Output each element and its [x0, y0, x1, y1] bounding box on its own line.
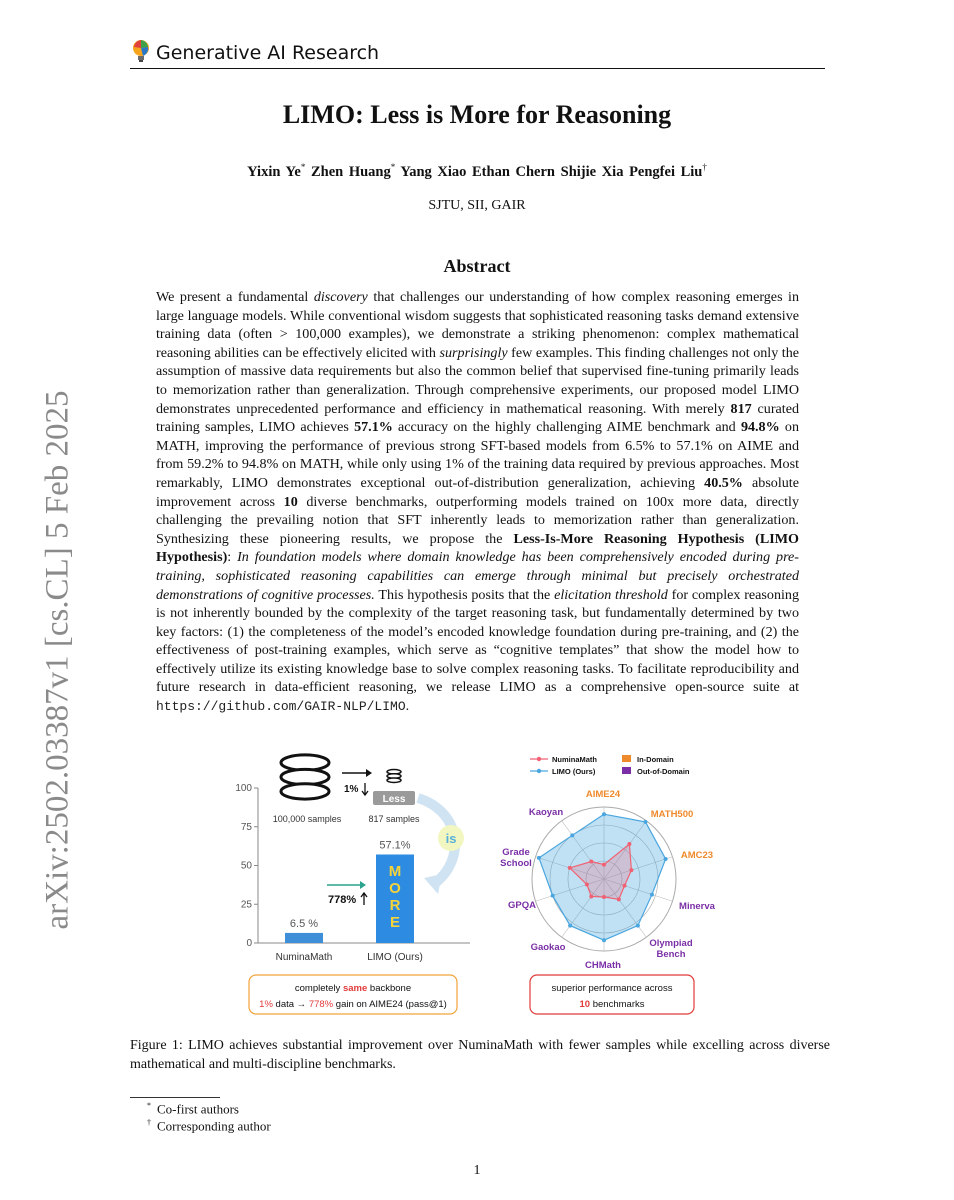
bar-0	[285, 933, 323, 943]
author-name: Yang Xiao	[400, 163, 467, 180]
more-letter: R	[389, 897, 401, 914]
abstract-body: We present a fundamental discovery that challenges our understanding of how complex reasoning emerges in large language models. While conventional wisdom suggests that sophisticated reasoning tasks demand extensive training data (often > 100,000 examples), we demonstrate a striking phenomenon: complex mathematical reasoning abilities can be effectively elicited with surprisingly few examples. This finding challenges not only the assumption of massive data requirements but also the common belief that supervised fine-tuning primarily leads to memorization rather than generalization. Through comprehensive experiments, our proposed model LIMO demonstrates unprecedented performance and efficiency in mathematical reasoning. With merely 817 curated training samples, LIMO achieves 57.1% accuracy on the highly challenging AIME benchmark and 94.8% on MATH, improving the performance of previous strong SFT-based models from 6.5% to 57.1% on AIME and from 59.2% to 94.8% on MATH, while only using 1% of the training data required by previous approaches. Most remarkably, LIMO demonstrates exceptional out-of-distribution generalization, achieving 40.5% absolute improvement across 10 diverse benchmarks, outperforming models trained on 100x more data, directly challenging the prevailing notion that SFT inherently leads to memorization rather than generalization. Synthesizing these pioneering results, we propose the Less-Is-More Reasoning Hypothesis (LIMO Hypothesis): In foundation models where domain knowledge has been comprehensively encoded during pre-training, sophisticated reasoning capabilities can emerge through minimal but precisely orchestrated demonstrations of cognitive processes. This hypothesis posits that the elicitation threshold for complex reasoning is not inherently bounded by the complexity of the target reasoning task, but fundamentally determined by two key factors: (1) the completeness of the model’s encoded knowledge foundation during pre-training, and (2) the effectiveness of post-training examples, which serve as “cognitive templates” that show the model how to effectively utilize its existing knowledge base to solve complex reasoning tasks. To facilitate reproducibility and future research in data-efficient reasoning, we release LIMO as a comprehensive open-source suite at https://github.com/GAIR-NLP/LIMO.	[156, 289, 800, 715]
database-small-icon	[387, 770, 401, 783]
pct-label: 1%	[344, 784, 359, 795]
gain-arrow-head	[360, 881, 366, 889]
radar-point	[650, 893, 654, 897]
radar-point	[627, 842, 631, 846]
radar-point	[617, 897, 621, 901]
radar-axis-label-line: GPQA	[508, 900, 536, 911]
radar-point	[589, 860, 593, 864]
left-note-line1	[295, 983, 411, 994]
radar-point	[602, 895, 606, 899]
radar-point	[664, 857, 668, 861]
y-tick-label: 25	[240, 899, 252, 911]
footnote-rule	[130, 1097, 220, 1098]
y-tick-label: 0	[246, 938, 252, 949]
radar-axis-label-line: AIME24	[585, 789, 621, 800]
radar-point	[537, 856, 541, 860]
note-span: 778%	[308, 999, 334, 1010]
footnote-2: † Corresponding author	[147, 1118, 271, 1134]
y-tick-label: 100	[235, 783, 252, 794]
footnote-1: * Co-first authors	[147, 1101, 239, 1117]
note-span: same	[342, 983, 368, 994]
x-tick-label: NuminaMath	[275, 952, 333, 963]
right-note-line1: superior performance across	[551, 983, 673, 994]
legend-marker	[537, 769, 541, 773]
more-letter: M	[388, 863, 402, 880]
radar-axis-label	[531, 942, 566, 953]
radar-axis-label	[586, 789, 621, 800]
radar-axis-label-line: Grade	[502, 847, 530, 858]
radar-axis-label-line: MATH500	[650, 809, 694, 820]
samples-numina-label: 100,000 samples	[272, 814, 342, 824]
radar-axis-label-line: Minerva	[679, 901, 715, 912]
radar-axis-label	[679, 901, 716, 912]
radar-axis-label-line: Bench	[656, 949, 686, 960]
bar-value-label: 57.1%	[379, 839, 411, 852]
left-note-line2	[259, 999, 447, 1010]
radar-point	[602, 863, 606, 867]
author-mark: *	[300, 162, 306, 172]
radar-axis-label	[681, 850, 713, 861]
radar-point	[585, 883, 589, 887]
figure-caption: Figure 1: LIMO achieves substantial improvement over NuminaMath with fewer samples while excelling across diverse mathematical and multi-discipline benchmarks.	[130, 1038, 830, 1072]
author-name: Pengfei Liu	[629, 163, 703, 180]
y-tick-label: 50	[240, 860, 252, 872]
legend-swatch	[622, 755, 631, 762]
note-span: backbone	[367, 983, 412, 994]
author-name: Zhen Huang	[310, 163, 391, 180]
legend-swatch	[622, 767, 631, 774]
x-tick-label: LIMO (Ours)	[367, 952, 423, 963]
radar-point	[551, 894, 555, 898]
radar-point	[568, 924, 572, 928]
radar-axis-label-line: Kaoyan	[528, 807, 564, 818]
radar-axis-label	[649, 938, 692, 960]
repo-link[interactable]: https://github.com/GAIR-NLP/LIMO	[156, 699, 406, 715]
radar-point	[589, 894, 593, 898]
header-brand: Generative AI Research	[156, 42, 380, 64]
note-span: benchmarks	[590, 999, 645, 1010]
radar-axis-label	[585, 960, 621, 971]
samples-limo-label: 817 samples	[368, 814, 420, 824]
arrow-down-icon	[362, 783, 368, 795]
gain-label: 778%	[328, 894, 357, 906]
database-large-icon	[281, 755, 329, 799]
legend-label: Out-of-Domain	[637, 767, 690, 776]
radar-axis-label-line: CHMath	[585, 960, 621, 971]
radar-point	[602, 938, 606, 942]
note-span: 1%	[259, 999, 273, 1010]
radar-point	[570, 833, 574, 837]
paper-title: LIMO: Less is More for Reasoning	[282, 100, 672, 129]
radar-point	[623, 884, 627, 888]
is-label: is	[445, 831, 457, 846]
radar-point	[629, 868, 633, 872]
arxiv-id: arXiv:2502.03387v1 [cs.CL] 5 Feb 2025	[39, 390, 76, 930]
y-tick-label: 75	[240, 821, 252, 833]
radar-axis-label-line: AMC23	[680, 850, 714, 861]
legend-label: NuminaMath	[552, 755, 597, 764]
radar-axis-label-line: School	[500, 858, 532, 869]
radar-axis-label-line: Olympiad	[649, 938, 693, 949]
radar-axis-label	[500, 847, 532, 869]
bar-value-label: 6.5 %	[289, 917, 319, 930]
author-mark: †	[702, 162, 707, 172]
radar-axis-label	[508, 900, 536, 911]
radar-point	[602, 812, 606, 816]
note-span: completely	[294, 983, 343, 994]
affiliation: SJTU, SII, GAIR	[428, 198, 526, 213]
page-number: 1	[473, 1163, 481, 1178]
author-mark: *	[390, 162, 396, 172]
legend-label: LIMO (Ours)	[552, 767, 596, 776]
curve-arrow-head	[424, 874, 442, 894]
arrow-head	[366, 769, 372, 777]
author-name: Shijie Xia	[560, 163, 624, 180]
note-span: 10	[579, 999, 591, 1010]
legend-marker	[537, 757, 541, 761]
legend-label: In-Domain	[637, 755, 674, 764]
note-span: gain on AIME24 (pass@1)	[333, 999, 447, 1010]
radar-point	[568, 866, 572, 870]
radar-axis-label-line: Gaokao	[530, 942, 566, 953]
more-letter: E	[389, 914, 401, 931]
radar-point	[636, 924, 640, 928]
author-name: Yixin Ye	[247, 163, 301, 180]
abstract-heading: Abstract	[443, 256, 511, 276]
right-note-line2	[580, 999, 645, 1010]
less-label: Less	[382, 794, 406, 805]
more-letter: O	[389, 880, 401, 897]
radar-point	[643, 820, 647, 824]
note-span: data →	[272, 999, 309, 1010]
gain-up-arrow-icon	[361, 893, 367, 905]
radar-axis-label	[529, 807, 564, 818]
author-name: Ethan Chern	[472, 163, 555, 180]
radar-axis-label	[651, 809, 694, 820]
